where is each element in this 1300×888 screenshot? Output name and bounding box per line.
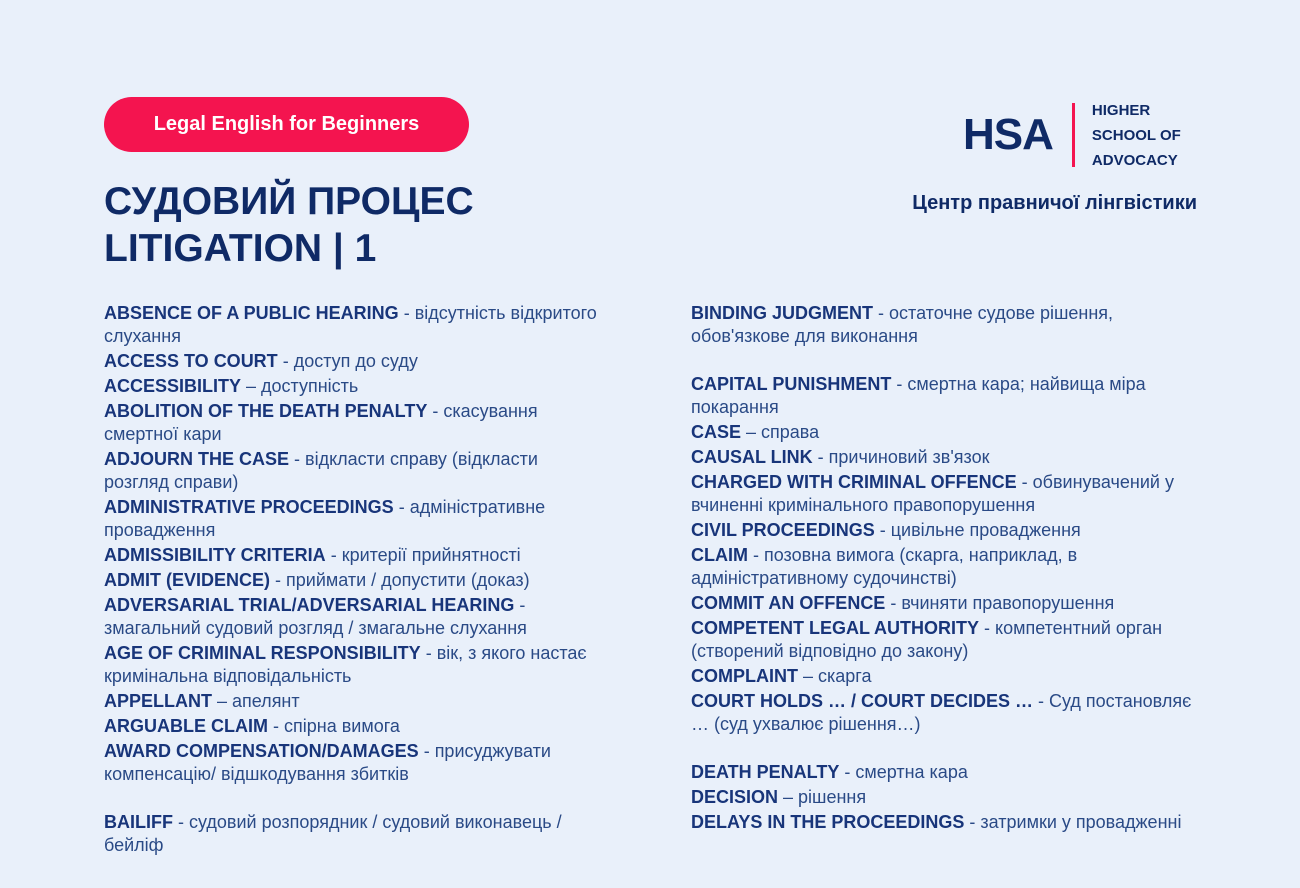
glossary-separator: - <box>268 716 284 736</box>
glossary-term: CLAIM <box>691 545 748 565</box>
glossary-entry <box>691 811 1211 834</box>
glossary-separator: - <box>514 595 526 615</box>
glossary-entry <box>104 350 604 373</box>
glossary-translation: апелянт <box>232 691 300 711</box>
glossary-term: BAILIFF <box>104 812 173 832</box>
glossary-term: ACCESS TO COURT <box>104 351 278 371</box>
glossary-left-column <box>104 302 604 859</box>
glossary-term: CHARGED WITH CRIMINAL OFFENCE <box>691 472 1017 492</box>
glossary-translation: рішення <box>798 787 867 807</box>
title-ukrainian: СУДОВИЙ ПРОЦЕС <box>104 180 474 223</box>
glossary-entry <box>691 446 1211 469</box>
glossary-separator: – <box>741 422 762 442</box>
glossary-entry <box>691 665 1211 688</box>
glossary-separator: – <box>212 691 233 711</box>
glossary-entry <box>104 740 604 786</box>
glossary-separator: - <box>812 447 829 467</box>
glossary-translation: справа <box>761 422 820 442</box>
glossary-entry <box>691 690 1211 736</box>
glossary-entry <box>104 811 604 857</box>
glossary-translation: скасування смертної кари <box>104 401 538 444</box>
glossary-right-column <box>691 302 1211 836</box>
glossary-translation: остаточне судове рішення, обов'язкове для виконання <box>691 303 1114 346</box>
glossary-translation: відсутність відкритого слухання <box>104 303 597 346</box>
glossary-translation: позовна вимога (скарга, наприклад, в адміністративному судочинстві) <box>691 545 1078 588</box>
glossary-entry <box>104 302 604 348</box>
glossary-translation: обвинувачений у вчиненні кримінального правопорушення <box>691 472 1174 515</box>
glossary-separator: - <box>748 545 764 565</box>
glossary-separator: - <box>398 303 415 323</box>
glossary-separator: - <box>420 643 437 663</box>
glossary-term: ARGUABLE CLAIM <box>104 716 268 736</box>
glossary-translation: критерії прийнятності <box>341 545 521 565</box>
glossary-translation: смертна кара <box>855 762 968 782</box>
glossary-entry <box>104 569 604 592</box>
glossary-translation: змагальний судовий розгляд / змагальне слухання <box>104 618 527 638</box>
glossary-term: CIVIL PROCEEDINGS <box>691 520 875 540</box>
glossary-separator: - <box>427 401 444 421</box>
glossary-entry <box>104 544 604 567</box>
glossary-translation: компетентний орган (створений відповідно до закону) <box>691 618 1163 661</box>
hsa-logo <box>963 100 1181 170</box>
glossary-separator: - <box>874 520 891 540</box>
glossary-separator: – <box>778 787 799 807</box>
glossary-translation: скарга <box>818 666 872 686</box>
glossary-entry <box>104 496 604 542</box>
glossary-translation: вік, з якого настає кримінальна відповідальність <box>104 643 587 686</box>
glossary-separator: - <box>873 303 890 323</box>
logo-text <box>1092 98 1181 173</box>
glossary-entry <box>104 375 604 398</box>
logo-text-line: SCHOOL OF <box>1091 126 1181 144</box>
glossary-term: COURT HOLDS … / COURT DECIDES … <box>691 691 1034 711</box>
glossary-term: ADJOURN THE CASE <box>104 449 290 469</box>
glossary-translation: цивільне провадження <box>890 520 1081 540</box>
glossary-entry <box>691 471 1211 517</box>
glossary-term: CASE <box>691 422 742 442</box>
glossary-translation: причиновий зв'язок <box>828 447 990 467</box>
center-name: Центр правничої лінгвістики <box>912 192 1197 214</box>
glossary-separator: – <box>241 376 262 396</box>
glossary-entry <box>691 617 1211 663</box>
glossary-term: ADMINISTRATIVE PROCEEDINGS <box>104 497 394 517</box>
glossary-entry <box>104 715 604 738</box>
glossary-separator: - <box>1033 691 1050 711</box>
logo-text-line: ADVOCACY <box>1091 151 1178 169</box>
glossary-translation: смертна кара; найвища міра покарання <box>691 374 1146 417</box>
glossary-translation: судовий розпорядник / судовий виконавець / бейліф <box>104 812 562 855</box>
glossary-translation: присуджувати компенсацію/ відшкодування збитків <box>104 741 551 784</box>
logo-mark: HSA <box>963 110 1053 159</box>
glossary-separator: - <box>979 618 995 638</box>
title-english: LITIGATION | 1 <box>104 227 377 270</box>
page-title <box>104 178 474 272</box>
glossary-entry <box>104 400 604 446</box>
logo-divider <box>1072 103 1075 167</box>
glossary-separator: - <box>325 545 342 565</box>
glossary-term: ABSENCE OF A PUBLIC HEARING <box>104 303 399 323</box>
glossary-term: COMPETENT LEGAL AUTHORITY <box>691 618 979 638</box>
glossary-entry <box>691 302 1211 348</box>
glossary-separator: - <box>839 762 856 782</box>
glossary-term: ACCESSIBILITY <box>104 376 242 396</box>
glossary-entry <box>104 594 604 640</box>
glossary-translation: приймати / допустити (доказ) <box>286 570 530 590</box>
glossary-term: BINDING JUDGMENT <box>691 303 874 323</box>
logo-text-line: HIGHER <box>1091 101 1151 119</box>
glossary-term: ADMISSIBILITY CRITERIA <box>104 545 326 565</box>
glossary-separator: - <box>891 374 908 394</box>
glossary-entry <box>104 642 604 688</box>
glossary-separator: - <box>393 497 410 517</box>
glossary-separator: - <box>277 351 294 371</box>
glossary-term: CAUSAL LINK <box>691 447 813 467</box>
glossary-translation: доступність <box>261 376 359 396</box>
glossary-entry <box>691 519 1211 542</box>
glossary-term: AGE OF CRIMINAL RESPONSIBILITY <box>104 643 421 663</box>
glossary-entry <box>691 761 1211 784</box>
glossary-term: APPELLANT <box>104 691 212 711</box>
glossary-term: DECISION <box>691 787 779 807</box>
glossary-entry <box>691 421 1211 444</box>
glossary-term: DEATH PENALTY <box>691 762 840 782</box>
glossary-separator: - <box>270 570 286 590</box>
glossary-translation: вчиняти правопорушення <box>901 593 1115 613</box>
glossary-translation: Суд постановляє … (суд ухвалює рішення…) <box>691 691 1192 734</box>
glossary-term: ADVERSARIAL TRIAL/ADVERSARIAL HEARING <box>104 595 515 615</box>
glossary-entry <box>691 592 1211 615</box>
glossary-entry <box>691 544 1211 590</box>
glossary-term: ABOLITION OF THE DEATH PENALTY <box>104 401 428 421</box>
glossary-term: CAPITAL PUNISHMENT <box>691 374 892 394</box>
glossary-separator: - <box>964 812 981 832</box>
glossary-entry <box>691 786 1211 809</box>
glossary-translation: доступ до суду <box>293 351 418 371</box>
glossary-separator: – <box>798 666 819 686</box>
glossary-term: ADMIT (EVIDENCE) <box>104 570 270 590</box>
glossary-term: COMPLAINT <box>691 666 798 686</box>
glossary-translation: затримки у провадженні <box>980 812 1182 832</box>
glossary-translation: відкласти справу (відкласти розгляд справи) <box>104 449 538 492</box>
glossary-translation: спірна вимога <box>284 716 400 736</box>
glossary-separator: - <box>885 593 902 613</box>
glossary-separator: - <box>289 449 306 469</box>
glossary-term: AWARD COMPENSATION/DAMAGES <box>104 741 419 761</box>
glossary-entry <box>691 373 1211 419</box>
glossary-separator: - <box>418 741 435 761</box>
glossary-separator: - <box>173 812 189 832</box>
course-badge: Legal English for Beginners <box>104 97 469 152</box>
glossary-term: DELAYS IN THE PROCEEDINGS <box>691 812 965 832</box>
glossary-entry <box>104 448 604 494</box>
glossary-term: COMMIT AN OFFENCE <box>691 593 886 613</box>
glossary-translation: адміністративне провадження <box>104 497 546 540</box>
glossary-separator: - <box>1016 472 1033 492</box>
glossary-entry <box>104 690 604 713</box>
